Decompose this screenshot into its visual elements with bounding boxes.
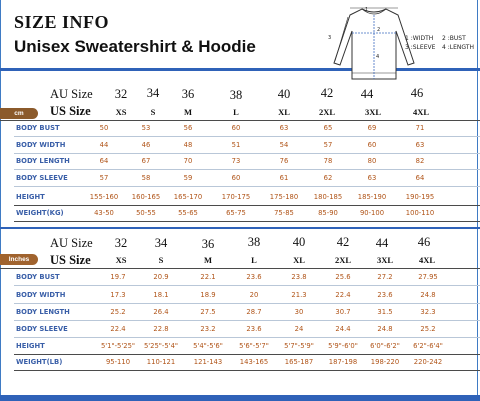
row-label: BODY SLEEVE [16, 325, 68, 333]
table-cell: 25.2 [420, 325, 436, 333]
row-divider [14, 370, 480, 371]
table-cell: 5'7"-5'9" [284, 342, 314, 350]
table-cell: 23.6 [246, 273, 262, 281]
cm-au-size-label: AU Size [50, 87, 93, 101]
table-cell: 155-160 [89, 193, 119, 201]
table-cell: 63 [367, 174, 377, 182]
inch-au-size: 40 [292, 235, 306, 249]
table-cell: 61 [279, 174, 289, 182]
table-cell: 58 [141, 174, 151, 182]
table-cell: 165-170 [173, 193, 203, 201]
row-divider [14, 169, 480, 170]
legend-sleeve: 3 :SLEEVE [405, 44, 436, 51]
cm-us-size: 4XL [412, 107, 430, 117]
table-cell: 80 [367, 157, 377, 165]
table-cell: 17.3 [110, 291, 126, 299]
marker-4: 4 [376, 54, 380, 60]
inch-au-size: 38 [247, 235, 261, 249]
table-cell: 198-220 [370, 358, 400, 366]
table-cell: 23.8 [291, 273, 307, 281]
table-cell: 90-100 [359, 209, 385, 217]
unit-tag-inches: Inches [0, 254, 38, 265]
table-cell: 23.6 [246, 325, 262, 333]
row-label: BODY WIDTH [16, 291, 66, 299]
inch-au-size: 44 [375, 236, 389, 250]
row-divider [0, 120, 480, 121]
table-cell: 110-121 [146, 358, 176, 366]
table-cell: 180-185 [313, 193, 343, 201]
table-cell: 48 [183, 141, 193, 149]
unit-tag-cm: cm [0, 108, 38, 119]
table-cell: 31.5 [377, 308, 393, 316]
row-label: HEIGHT [16, 193, 45, 201]
inch-us-size: S [158, 255, 164, 265]
cm-us-size-label: US Size [50, 104, 91, 118]
cm-us-size: L [233, 107, 239, 117]
row-divider [14, 205, 480, 206]
inch-us-size: 2XL [334, 255, 352, 265]
table-cell: 75-85 [274, 209, 294, 217]
cm-us-size: 3XL [364, 107, 382, 117]
cm-au-size: 42 [320, 86, 334, 100]
table-cell: 143-165 [239, 358, 269, 366]
inch-au-size: 42 [336, 235, 350, 249]
cm-us-size: XL [278, 107, 290, 117]
row-label: BODY BUST [16, 124, 60, 132]
table-cell: 63 [415, 141, 425, 149]
table-cell: 20.9 [153, 273, 169, 281]
table-cell: 69 [367, 124, 377, 132]
page-title: SIZE INFO [14, 12, 110, 32]
inch-us-size: L [251, 255, 257, 265]
table-cell: 30.7 [335, 308, 351, 316]
cm-au-size: 40 [277, 87, 291, 101]
table-cell: 50-55 [136, 209, 156, 217]
table-cell: 71 [415, 124, 425, 132]
table-cell: 73 [231, 157, 241, 165]
table-cell: 23.6 [377, 291, 393, 299]
row-divider [14, 186, 480, 187]
table-cell: 185-190 [357, 193, 387, 201]
table-cell: 5'1"-5'25" [100, 342, 136, 350]
table-cell: 46 [141, 141, 151, 149]
cm-us-size: XS [115, 107, 127, 117]
table-cell: 19.7 [110, 273, 126, 281]
table-divider [0, 227, 480, 229]
page-subtitle: Unisex Sweatershirt & Hoodie [14, 37, 256, 56]
table-cell: 27.5 [200, 308, 216, 316]
table-cell: 60 [367, 141, 377, 149]
cm-au-size: 32 [114, 87, 128, 101]
table-cell: 6'0"-6'2" [370, 342, 400, 350]
table-cell: 160-165 [131, 193, 161, 201]
table-cell: 26.4 [153, 308, 169, 316]
row-label: BODY LENGTH [16, 308, 70, 316]
row-divider [14, 153, 480, 154]
table-cell: 44 [99, 141, 109, 149]
inch-us-size: XS [115, 255, 127, 265]
table-cell: 28.7 [246, 308, 262, 316]
inch-us-size: XL [293, 255, 305, 265]
inch-us-size: 3XL [376, 255, 394, 265]
table-cell: 43-50 [94, 209, 114, 217]
row-divider [14, 221, 480, 222]
table-cell: 27.95 [418, 273, 438, 281]
table-cell: 18.1 [153, 291, 169, 299]
table-cell: 57 [323, 141, 333, 149]
row-divider [14, 285, 480, 286]
table-cell: 22.1 [200, 273, 216, 281]
table-cell: 51 [231, 141, 241, 149]
inch-au-size: 36 [201, 237, 215, 251]
table-cell: 95-110 [105, 358, 131, 366]
row-label: BODY WIDTH [16, 141, 66, 149]
table-cell: 22.4 [335, 291, 351, 299]
table-cell: 63 [279, 124, 289, 132]
table-cell: 32.3 [420, 308, 436, 316]
table-cell: 50 [99, 124, 109, 132]
table-cell: 53 [141, 124, 151, 132]
table-cell: 190-195 [405, 193, 435, 201]
table-cell: 170-175 [221, 193, 251, 201]
table-cell: 165-187 [284, 358, 314, 366]
table-cell: 54 [279, 141, 289, 149]
cm-us-size: M [183, 107, 193, 117]
table-cell: 60 [231, 174, 241, 182]
table-cell: 100-110 [405, 209, 435, 217]
row-divider [14, 320, 480, 321]
table-cell: 5'6"-5'7" [239, 342, 269, 350]
cm-au-size: 44 [360, 87, 374, 101]
table-cell: 64 [415, 174, 425, 182]
table-cell: 59 [183, 174, 193, 182]
marker-1: 1 [365, 7, 369, 13]
table-cell: 70 [183, 157, 193, 165]
table-cell: 175-180 [269, 193, 299, 201]
table-cell: 5'4"-5'6" [193, 342, 223, 350]
table-cell: 30 [294, 308, 304, 316]
inch-au-size: 32 [114, 236, 128, 250]
cm-us-size: S [150, 107, 156, 117]
legend-width: 1 :WIDTH [405, 35, 434, 42]
marker-3: 3 [328, 35, 332, 41]
table-cell: 18.9 [200, 291, 216, 299]
inch-us-size: 4XL [418, 255, 436, 265]
inch-au-size: 46 [417, 235, 431, 249]
inch-au-size: 34 [154, 236, 168, 250]
row-label: BODY BUST [16, 273, 60, 281]
table-cell: 5'9"-6'0" [328, 342, 358, 350]
table-cell: 60 [231, 124, 241, 132]
inch-us-size: M [203, 255, 213, 265]
row-divider [14, 337, 480, 338]
table-cell: 65-75 [226, 209, 246, 217]
cm-us-size: 2XL [318, 107, 336, 117]
table-cell: 62 [323, 174, 333, 182]
table-cell: 24.4 [335, 325, 351, 333]
cm-au-size: 46 [410, 86, 424, 100]
cm-au-size: 38 [229, 88, 243, 102]
table-cell: 220-242 [413, 358, 443, 366]
table-cell: 25.6 [335, 273, 351, 281]
table-cell: 57 [99, 174, 109, 182]
table-cell: 78 [323, 157, 333, 165]
row-divider [14, 136, 480, 137]
table-cell: 56 [183, 124, 193, 132]
cm-au-size: 34 [146, 86, 160, 100]
table-cell: 65 [323, 124, 333, 132]
table-cell: 64 [99, 157, 109, 165]
inch-us-size-label: US Size [50, 253, 91, 267]
table-cell: 23.2 [200, 325, 216, 333]
inch-au-size-label: AU Size [50, 236, 93, 250]
table-cell: 55-65 [178, 209, 198, 217]
table-cell: 5'25"-5'4" [143, 342, 179, 350]
row-label: WEIGHT(LB) [16, 358, 63, 366]
table-cell: 24.8 [377, 325, 393, 333]
table-cell: 67 [141, 157, 151, 165]
marker-2: 2 [377, 27, 381, 33]
table-cell: 25.2 [110, 308, 126, 316]
row-label: BODY LENGTH [16, 157, 70, 165]
table-cell: 76 [279, 157, 289, 165]
table-cell: 24 [294, 325, 304, 333]
table-cell: 21.3 [291, 291, 307, 299]
table-cell: 20 [249, 291, 259, 299]
table-cell: 22.8 [153, 325, 169, 333]
table-cell: 6'2"-6'4" [413, 342, 443, 350]
table-cell: 27.2 [377, 273, 393, 281]
legend-bust: 2 :BUST [442, 35, 466, 42]
table-cell: 121-143 [193, 358, 223, 366]
table-cell: 187-198 [328, 358, 358, 366]
bottom-bar [0, 395, 480, 401]
cm-au-size: 36 [181, 87, 195, 101]
row-label: WEIGHT(KG) [16, 209, 64, 217]
table-cell: 24.8 [420, 291, 436, 299]
table-cell: 22.4 [110, 325, 126, 333]
row-divider [0, 268, 480, 269]
legend-length: 4 :LENGTH [442, 44, 474, 51]
table-cell: 85-90 [318, 209, 338, 217]
row-divider [14, 303, 480, 304]
row-label: HEIGHT [16, 342, 45, 350]
row-label: BODY SLEEVE [16, 174, 68, 182]
row-divider [14, 354, 480, 355]
table-cell: 82 [415, 157, 425, 165]
